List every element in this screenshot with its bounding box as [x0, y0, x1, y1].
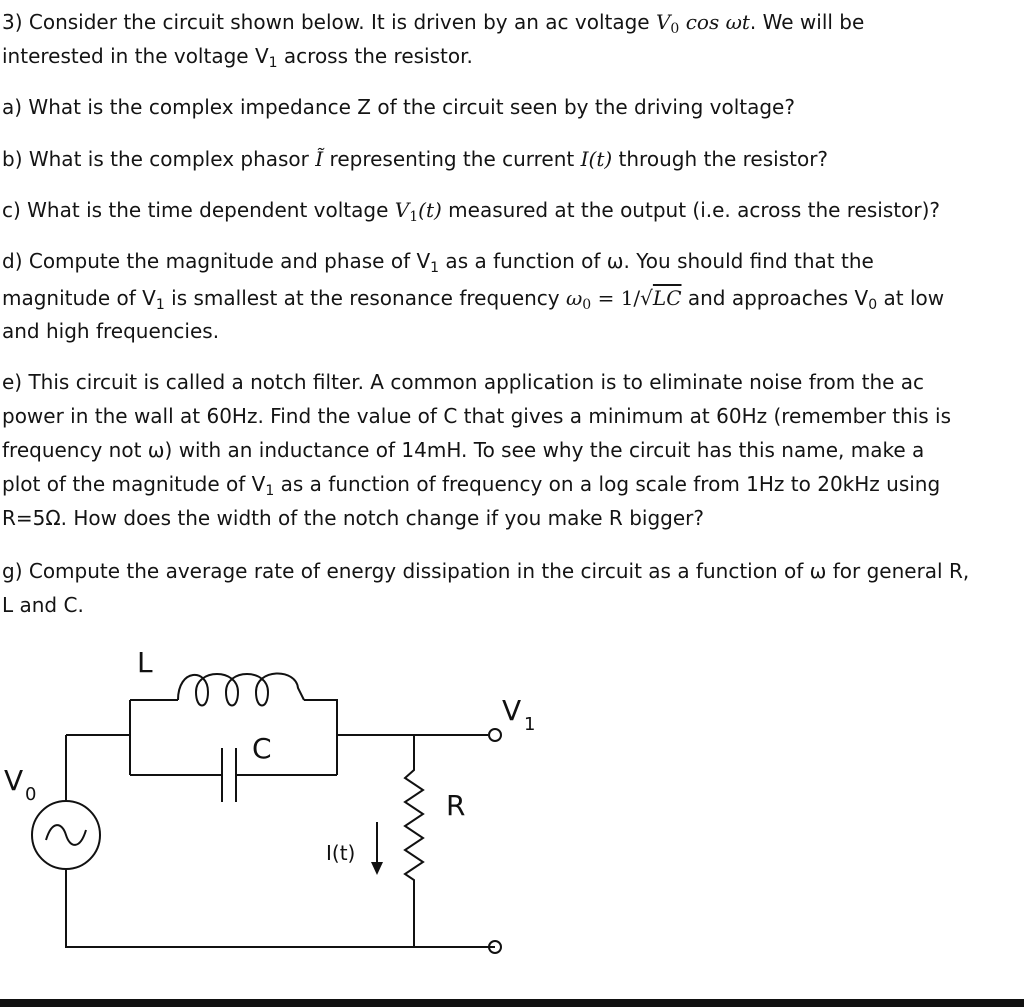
question-d-text-6: at low [877, 286, 945, 310]
question-e-line-5: R=5Ω. How does the width of the notch change if you make R bigger? [2, 506, 704, 530]
label-output-sub: 1 [524, 714, 536, 735]
question-d-line-1 [2, 244, 1017, 285]
question-c [2, 193, 1017, 234]
v1-subscript: 1 [268, 55, 278, 71]
drive-subscript: 0 [670, 21, 680, 37]
question-b-text-3: through the resistor? [612, 147, 829, 171]
question-d-text: d) Compute the magnitude and phase of V [2, 249, 431, 273]
resistor-zigzag [405, 735, 423, 947]
drive-expression: cos ωt [679, 10, 750, 34]
inductor-coil [178, 673, 304, 705]
v1-subscript: 1 [430, 260, 440, 276]
omega0-subscript: 0 [582, 297, 592, 313]
sine-wave-icon [46, 825, 86, 845]
bottom-border [0, 999, 1024, 1007]
label-current: I(t) [326, 841, 356, 865]
question-b [2, 142, 1017, 176]
current-symbol: I(t) [580, 147, 613, 171]
label-source: V [4, 764, 24, 797]
question-g-line-2: L and C. [2, 593, 84, 617]
resonance-equation: = 1/√ [591, 286, 653, 310]
v0-subscript: 0 [868, 297, 878, 313]
wire-bottom [66, 870, 495, 947]
omega0-symbol: ω [565, 286, 583, 310]
v1t-subscript: 1 [409, 209, 419, 225]
label-resistor: R [446, 789, 466, 822]
current-arrow-head-icon [371, 862, 383, 875]
question-b-text-2: representing the current [323, 147, 581, 171]
circuit-diagram [0, 630, 1024, 1000]
question-e-text: plot of the magnitude of V [2, 472, 266, 496]
label-source-sub: 0 [25, 784, 37, 805]
question-e-text-2: as a function of frequency on a log scale from 1Hz to 20kHz using [274, 472, 941, 496]
intro-line-2 [2, 39, 1017, 80]
intro-text: 3) Consider the circuit shown below. It is driven by an ac voltage [2, 10, 656, 34]
question-e-line-2: power in the wall at 60Hz. Find the value of C that gives a minimum at 60Hz (remember this is [2, 404, 952, 428]
intro-text-3: across the resistor. [277, 44, 473, 68]
question-e-line-3: frequency not ω) with an inductance of 14mH. To see why the circuit has this name, make a [2, 438, 925, 462]
question-g-line-1: g) Compute the average rate of energy dissipation in the circuit as a function of ω for general R, [2, 559, 970, 583]
intro-text-end: . We will be [749, 10, 865, 34]
drive-symbol: V [655, 10, 671, 34]
v1t-symbol: V [394, 198, 410, 222]
lc-radicand: LC [652, 286, 682, 310]
phasor-symbol: Ĩ [315, 147, 324, 171]
v1-subscript: 1 [155, 297, 165, 313]
question-c-text-2: measured at the output (i.e. across the resistor)? [441, 198, 940, 222]
question-d-text-5: and approaches V [681, 286, 869, 310]
question-c-text: c) What is the time dependent voltage [2, 198, 395, 222]
question-b-text: b) What is the complex phasor [2, 147, 316, 171]
v1-subscript: 1 [265, 483, 275, 499]
output-terminal-top [489, 729, 501, 741]
intro-text-2: interested in the voltage V [2, 44, 269, 68]
question-a: a) What is the complex impedance Z of the circuit seen by the driving voltage? [2, 95, 795, 119]
question-d-text-2: as a function of ω. You should find that the [439, 249, 874, 273]
v1t-arg: (t) [418, 198, 442, 222]
question-d-text-4: is smallest at the resonance frequency [164, 286, 566, 310]
question-d-line-3: and high frequencies. [2, 319, 220, 343]
label-output: V [502, 694, 522, 727]
question-e-line-1: e) This circuit is called a notch filter. A common application is to eliminate noise from the ac [2, 370, 925, 394]
wire-l-right [304, 700, 337, 775]
label-inductor: L [137, 646, 153, 679]
question-d-text-3: magnitude of V [2, 286, 156, 310]
label-capacitor: C [252, 732, 272, 765]
